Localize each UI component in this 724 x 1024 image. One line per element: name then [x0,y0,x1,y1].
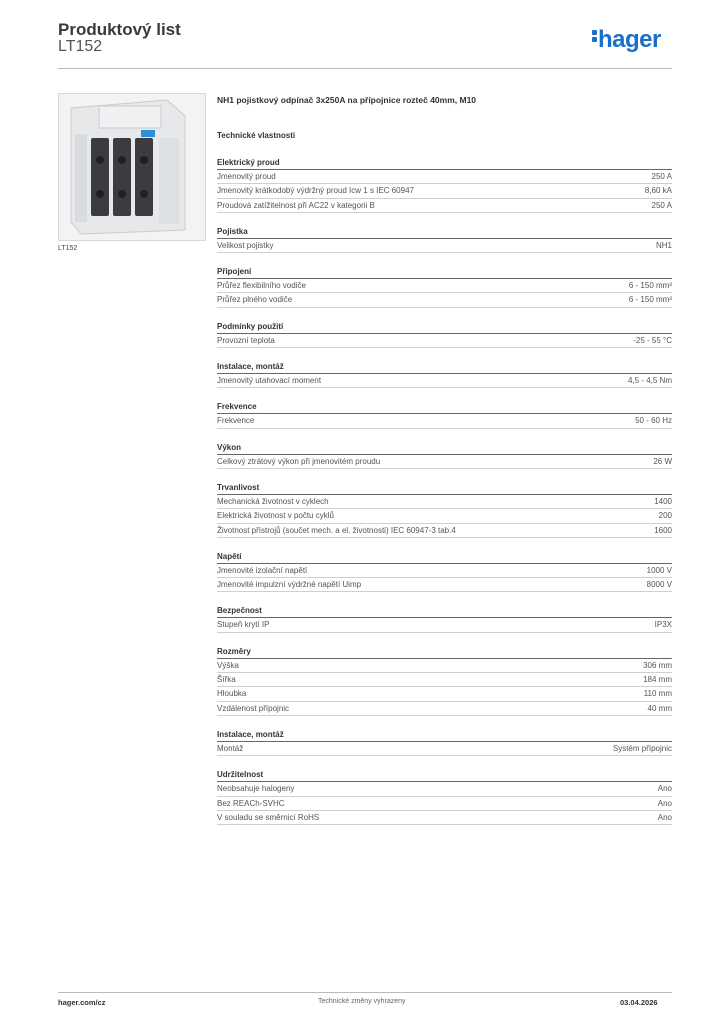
spec-value: 200 [658,511,672,521]
header-divider [58,68,672,69]
spec-value: 8000 V [646,580,672,590]
spec-group-title: Udržitelnost [217,768,672,782]
spec-value: 250 A [651,200,672,210]
spec-value: 6 - 150 mm² [628,295,672,305]
hager-logo [592,26,661,54]
footer-divider [58,992,672,993]
spec-value: 1600 [654,525,672,535]
spec-content [217,95,672,837]
tech-heading: Technické vlastnosti [217,131,296,140]
logo-dots-icon [592,28,597,44]
spec-value: 4,5 - 4,5 Nm [627,376,672,386]
spec-group-title: Instalace, montáž [217,360,672,374]
spec-value: Systém přípojnic [612,743,672,753]
spec-label: Průřez flexibilního vodiče [217,281,306,291]
spec-value: 184 mm [643,675,672,685]
spec-label: Elektrická životnost v počtu cyklů [217,511,334,521]
spec-row [217,564,672,578]
spec-row [217,495,672,509]
spec-value: 8,60 kA [644,186,672,196]
spec-value: Ano [657,784,672,794]
footer-note: Technické změny vyhrazeny [318,998,406,1005]
spec-label: Jmenovitý utahovací moment [217,376,322,386]
spec-label: Jmenovitý proud [217,172,276,181]
spec-row [217,782,672,796]
spec-group-title: Trvanlivost [217,481,672,495]
spec-row [217,578,672,592]
spec-label: Montáž [217,743,244,753]
spec-group-title: Instalace, montáž [217,728,672,742]
spec-group-title: Rozměry [217,645,672,659]
spec-row [217,673,672,687]
spec-group-title: Výkon [217,441,672,455]
spec-group [217,604,672,632]
spec-group [217,225,672,253]
spec-label: Velikost pojistky [217,240,274,250]
spec-group-title: Frekvence [217,400,672,414]
spec-value: 1000 V [646,565,672,575]
spec-group [217,550,672,593]
footer-website: hager.com/cz [58,998,106,1007]
spec-row [217,374,672,388]
spec-group-title: Elektrický proud [217,156,672,170]
spec-group-title: Bezpečnost [217,604,672,618]
spec-value: 40 mm [647,703,672,713]
spec-group [217,728,672,756]
spec-row [217,279,672,293]
spec-value: 6 - 150 mm² [628,281,672,291]
spec-label: Stupeň krytí IP [217,620,270,630]
product-name: NH1 pojistkový odpínač 3x250A na přípojnice rozteč 40mm, M10 [217,95,477,105]
spec-group [217,320,672,348]
spec-groups [217,156,672,825]
spec-group [217,481,672,538]
spec-label: Celkový ztrátový výkon při jmenovitém proudu [217,456,381,466]
spec-row [217,170,672,184]
spec-row [217,293,672,307]
spec-value: 26 W [653,456,672,466]
spec-value: -25 - 55 °C [633,335,672,345]
spec-row [217,184,672,198]
spec-group-title: Napětí [217,550,672,564]
spec-label: Vzdálenost přípojnic [217,703,290,713]
product-image [58,93,206,241]
spec-group [217,768,672,825]
spec-label: Výška [217,660,239,670]
spec-value: 50 - 60 Hz [635,416,672,426]
spec-row [217,455,672,469]
spec-label: Průřez plného vodiče [217,295,293,305]
spec-label: Hloubka [217,689,247,699]
spec-row [217,742,672,756]
spec-value: 1400 [654,496,672,506]
spec-value: Ano [657,812,672,822]
spec-label: Proudová zatížitelnost při AC22 v kategorii B [217,200,375,210]
spec-group [217,400,672,428]
spec-value: 250 A [651,172,672,181]
spec-row [217,199,672,213]
spec-group [217,156,672,213]
spec-value: Ano [657,798,672,808]
spec-row [217,659,672,673]
spec-label: Bez REACh-SVHC [217,798,285,808]
spec-row [217,334,672,348]
spec-row [217,618,672,632]
spec-label: Jmenovité impulzní výdržné napětí Uimp [217,580,362,590]
spec-label: Jmenovitý krátkodobý výdržný proud Icw 1 s IEC 60947 [217,186,414,196]
spec-row [217,414,672,428]
spec-value: IP3X [654,620,672,630]
footer-date: 03.04.2026 [620,998,658,1007]
spec-row [217,239,672,253]
spec-row [217,509,672,523]
fuse-switch-icon [59,94,205,240]
spec-group [217,645,672,716]
spec-row [217,702,672,716]
spec-label: Neobsahuje halogeny [217,784,295,794]
spec-group-title: Připojení [217,265,672,279]
spec-row [217,797,672,811]
spec-value: NH1 [655,240,672,250]
spec-label: Jmenovité izolační napětí [217,565,308,575]
spec-group [217,360,672,388]
spec-label: Šířka [217,675,236,685]
image-caption: LT152 [58,245,78,252]
spec-row [217,811,672,825]
spec-label: Životnost přístrojů (součet mech. a el. životnosti) IEC 60947-3 tab.4 [217,525,456,535]
spec-label: Provozní teplota [217,335,275,345]
spec-row [217,524,672,538]
spec-label: V souladu se směrnicí RoHS [217,812,320,822]
logo-text: hager [598,26,661,53]
spec-label: Frekvence [217,416,255,426]
spec-value: 306 mm [643,660,672,670]
spec-group-title: Pojistka [217,225,672,239]
spec-value: 110 mm [643,689,672,699]
spec-group-title: Podmínky použití [217,320,672,334]
page-title: Produktový list [58,20,181,39]
spec-group [217,265,672,308]
spec-row [217,687,672,701]
spec-label: Mechanická životnost v cyklech [217,496,329,506]
spec-group [217,441,672,469]
product-code: LT152 [58,38,103,55]
